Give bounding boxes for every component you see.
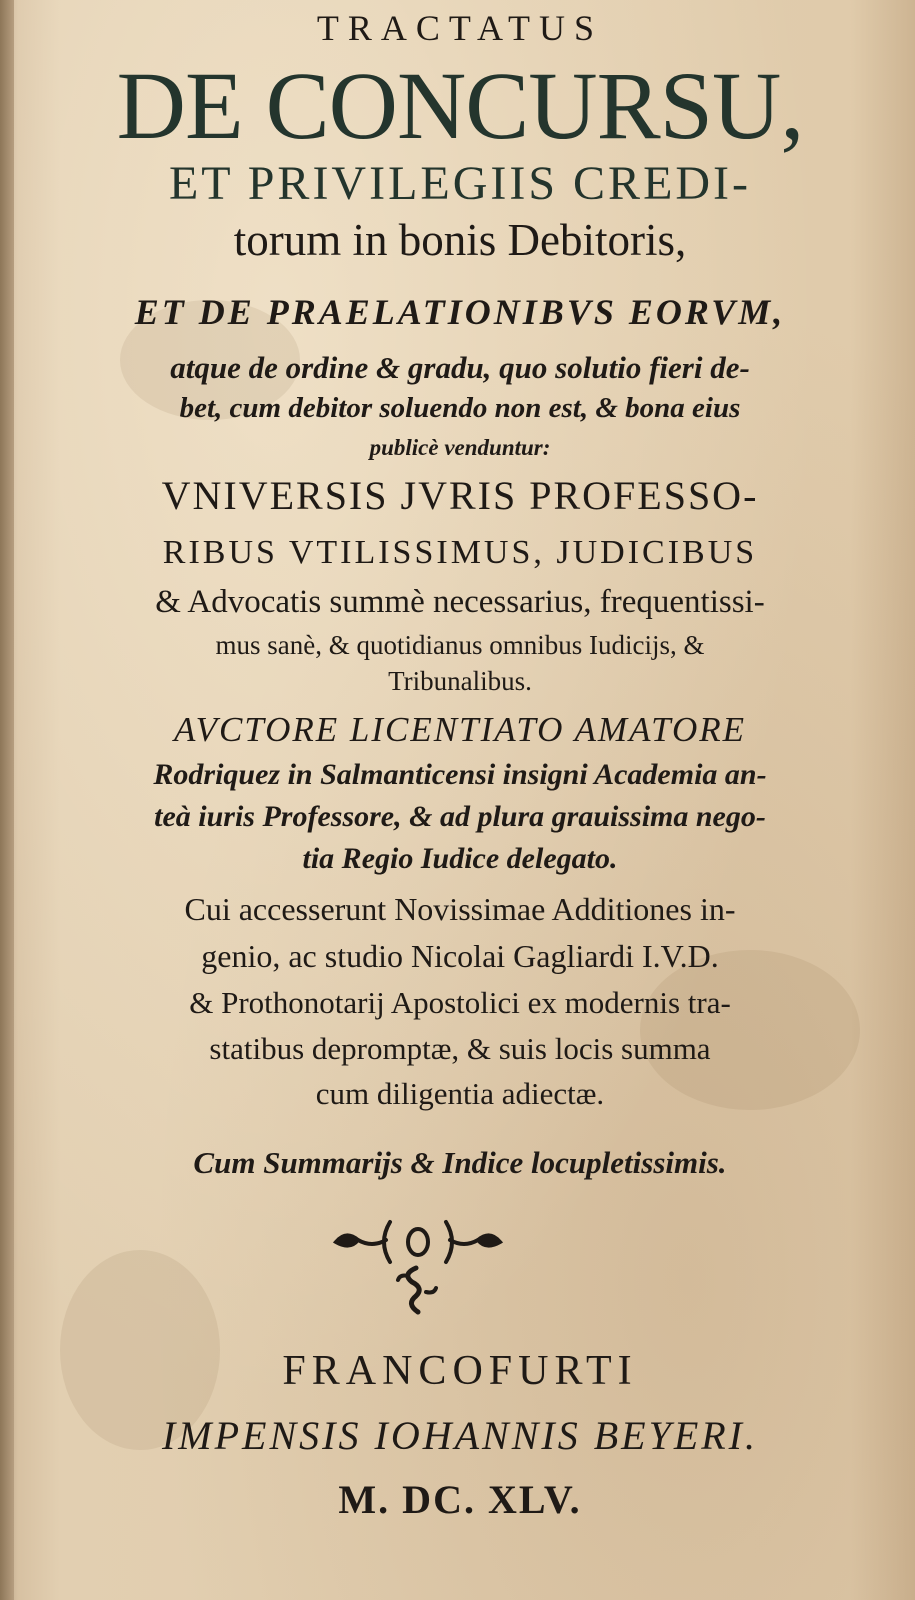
additions-line-statibus: statibus depromptæ, & suis locis summa bbox=[209, 1031, 711, 1066]
author-line-rodriquez: Rodriquez in Salmanticensi insigni Academia an- bbox=[153, 758, 767, 791]
additions-line-genio: genio, ac studio Nicolai Gagliardi I.V.D. bbox=[201, 938, 719, 974]
summary-line-cum-summarijs: Cum Summarijs & Indice locupletissimis. bbox=[193, 1145, 727, 1180]
author-line-tia: tia Regio Iudice delegato. bbox=[302, 842, 618, 875]
imprint-line-publisher: IMPENSIS IOHANNIS BEYERI. bbox=[161, 1413, 758, 1458]
title-line-de-concursu: DE CONCURSU, bbox=[116, 52, 804, 159]
additions-line-cum-diligentia: cum diligentia adiectæ. bbox=[315, 1076, 605, 1111]
additions-line-prothonotarij: & Prothonotarij Apostolici ex modernis tra- bbox=[189, 985, 731, 1020]
author-line-auctore: AVCTORE LICENTIATO AMATORE bbox=[173, 710, 747, 749]
title-line-ribus: RIBUS VTILISSIMUS, JUDICIBUS bbox=[162, 534, 758, 571]
title-line-mus-sane: mus sanè, & quotidianus omnibus Iudicijs, & bbox=[215, 630, 705, 660]
title-line-et-privilegiis: ET PRIVILEGIIS CREDI- bbox=[168, 157, 752, 210]
author-line-tea: teà iuris Professore, & ad plura grauissima nego- bbox=[154, 800, 766, 833]
additions-line-cui: Cui accesserunt Novissimae Additiones in- bbox=[184, 891, 736, 927]
title-line-tractatus: TRACTATUS bbox=[316, 8, 604, 48]
title-line-torum: torum in bonis Debitoris, bbox=[233, 215, 687, 265]
title-line-universis: VNIVERSIS JVRIS PROFESSO- bbox=[161, 473, 759, 518]
title-line-publice: publicè venduntur: bbox=[369, 435, 551, 460]
title-line-tribunalibus: Tribunalibus. bbox=[388, 666, 532, 696]
title-line-advocatis: & Advocatis summè necessarius, frequentissi- bbox=[155, 584, 765, 620]
title-line-bet: bet, cum debitor soluendo non est, & bona eius bbox=[179, 392, 741, 424]
printer-fleuron-ornament-icon bbox=[318, 1210, 518, 1320]
imprint-line-place: FRANCOFURTI bbox=[282, 1348, 638, 1394]
page-gutter-shadow bbox=[0, 0, 14, 1600]
imprint-line-date: M. DC. XLV. bbox=[338, 1477, 582, 1522]
title-line-atque: atque de ordine & gradu, quo solutio fieri de- bbox=[170, 350, 750, 385]
title-line-praelationibus: ET DE PRAELATIONIBVS EORVM, bbox=[134, 292, 786, 332]
